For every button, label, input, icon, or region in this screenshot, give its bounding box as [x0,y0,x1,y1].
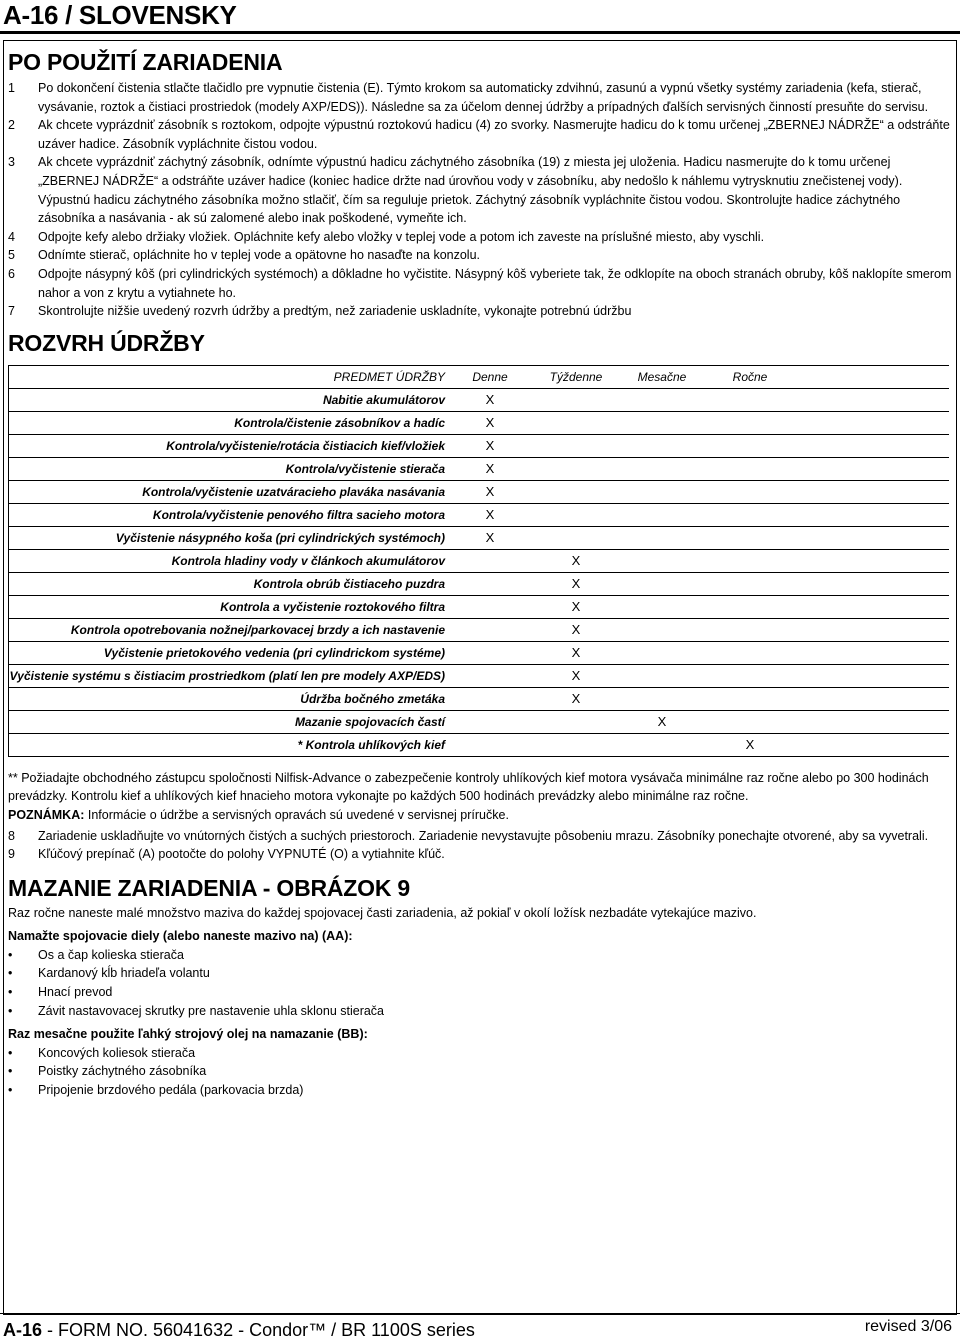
schedule-note: ** Požiadajte obchodného zástupcu spoločnosti Nilfisk-Advance o zabezpečenie kontroly uhlíkových kief motora vysávača minimálne raz ročne alebo po 300 hodinách prevádzky. Kontrolu kief a uhlíkových kief hnacieho motora vykonajte po každých 500 hodinách prevádzky alebo minimálne raz ročne. [8,770,929,804]
schedule-remark [8,806,952,825]
cell-monthly [619,504,705,527]
bullet-item [8,1044,952,1063]
table-row [9,435,949,458]
item-text: Odpojte kefy alebo držiaky vložiek. Opláchnite kefy alebo vložky v teplej vode a potom ich zaveste na príslušné miesto, aby vyschli. [38,229,765,244]
row-filler [795,527,949,550]
numbered-item [8,827,952,846]
cell-daily [447,619,533,642]
cell-daily [447,550,533,573]
bullet-text: Os a čap kolieska stierača [38,947,184,962]
row-filler [795,573,949,596]
table-row [9,550,949,573]
bullet-icon: • [8,966,13,981]
cell-yearly [705,527,795,550]
section-title-schedule: ROZVRH ÚDRŽBY [8,329,205,356]
cell-weekly: X [533,596,619,619]
header-yearly: Ročne [705,366,795,389]
row-item: Kontrola opotrebovania nožnej/parkovacej brzdy a ich nastavenie [9,619,447,642]
row-filler [795,711,949,734]
row-filler [795,619,949,642]
row-filler [795,665,949,688]
item-text: Ak chcete vyprázdniť záchytný zásobník, odnímte výpustnú hadicu záchytného zásobníka (19) z miesta jej uloženia. Hadicu nasmerujte do k tomu určenej „ZBERNEJ NÁDRŽE“ a odstráňte uzáver hadice (koniec hadice držte nad úrovňou vody v zásobníku, aby nedošlo k náhlemu vytrysknutiu znečistenej vody). Výpustnú hadicu záchytného zásobníka možno stlačiť, čím sa reguluje prietok. Záchytný zásobník vypláchnite čistou vodou. Skontrolujte hadice záchytného zásobníka a nasávania - ak sú zalomené alebo inak poškodené, vymeňte ich. [38,155,903,226]
row-item: Kontrola a vyčistenie roztokového filtra [9,596,447,619]
footer-page: A-16 [3,1320,43,1340]
table-row [9,412,949,435]
item-number: 9 [8,847,15,862]
cell-yearly [705,665,795,688]
cell-weekly [533,527,619,550]
header-weekly: Týždenne [533,366,619,389]
bullet-item [8,1081,952,1100]
cell-yearly [705,389,795,412]
item-number: 5 [8,248,15,263]
row-item: Údržba bočného zmetáka [9,688,447,711]
row-item: * Kontrola uhlíkových kief [9,734,447,757]
cell-weekly [533,504,619,527]
item-text: Odnímte stierač, opláchnite ho v teplej vode a opätovne ho nasaďte na konzolu. [38,248,480,263]
row-filler [795,596,949,619]
page-footer [0,1313,960,1342]
maintenance-schedule-table [8,365,949,757]
cell-yearly [705,642,795,665]
header-filler [795,366,949,389]
table-row [9,665,949,688]
cell-daily: X [447,481,533,504]
cell-yearly [705,573,795,596]
cell-weekly: X [533,573,619,596]
cell-yearly [705,412,795,435]
row-filler [795,688,949,711]
cell-weekly: X [533,619,619,642]
numbered-item [8,302,952,321]
item-number: 7 [8,304,15,319]
cell-monthly [619,389,705,412]
cell-weekly [533,734,619,757]
cell-yearly: X [705,734,795,757]
bullet-icon: • [8,947,13,962]
numbered-item [8,79,952,116]
item-number: 3 [8,155,15,170]
remark-text: Informácie o údržbe a servisných opravách sú uvedené v servisnej príručke. [87,807,509,822]
numbered-item [8,845,952,864]
bullet-icon: • [8,1064,13,1079]
cell-daily: X [447,412,533,435]
after-use-list [8,79,952,321]
cell-yearly [705,481,795,504]
row-item: Kontrola hladiny vody v článkoch akumulátorov [9,550,447,573]
row-item: Mazanie spojovacích častí [9,711,447,734]
bullet-text: Závit nastavovacej skrutky pre nastavenie uhla sklonu stierača [38,1003,385,1018]
cell-monthly [619,665,705,688]
cell-monthly [619,550,705,573]
cell-daily [447,596,533,619]
cell-yearly [705,458,795,481]
bullet-text: Pripojenie brzdového pedála (parkovacia brzda) [38,1083,304,1098]
cell-daily [447,734,533,757]
cell-yearly [705,596,795,619]
cell-monthly: X [619,711,705,734]
item-number: 6 [8,266,15,281]
row-item: Nabitie akumulátorov [9,389,447,412]
bullet-item [8,946,952,965]
table-row [9,458,949,481]
storage-list [8,827,952,864]
bb-title: Raz mesačne použite ľahký strojový olej na namazanie (BB): [8,1027,368,1042]
cell-monthly [619,734,705,757]
header-daily: Denne [447,366,533,389]
cell-daily [447,711,533,734]
cell-monthly [619,458,705,481]
item-text: Skontrolujte nižšie uvedený rozvrh údržby a predtým, než zariadenie uskladníte, vykonajte potrebnú údržbu [38,304,632,319]
remark-label: POZNÁMKA: [8,807,85,822]
aa-list [8,946,952,1020]
cell-yearly [705,504,795,527]
row-item: Vyčistenie prietokového vedenia (pri cylindrickom systéme) [9,642,447,665]
row-item: Kontrola/vyčistenie/rotácia čistiacich kief/vložiek [9,435,447,458]
cell-yearly [705,711,795,734]
table-row [9,596,949,619]
row-filler [795,412,949,435]
bullet-item [8,1062,952,1081]
cell-weekly [533,435,619,458]
item-number: 8 [8,828,15,843]
numbered-item [8,246,952,265]
row-item: Kontrola/vyčistenie penového filtra sacieho motora [9,504,447,527]
cell-weekly: X [533,550,619,573]
table-body [9,389,949,757]
row-filler [795,550,949,573]
cell-weekly [533,389,619,412]
row-filler [795,642,949,665]
item-text: Po dokončení čistenia stlačte tlačidlo pre vypnutie čistenia (E). Týmto krokom sa automaticky zdvihnú, zasunú a vypnú všetky systémy zariadenia (kefa, stierač, vysávanie, roztok a čistiaci prostriedok (modely AXP/EDS)). Následne sa za účelom dennej údržby a prípadných ďalších servisných činností presuňte do servisu. [38,81,929,114]
row-item: Vyčistenie systému s čistiacim prostriedkom (platí len pre modely AXP/EDS) [9,665,447,688]
cell-daily [447,573,533,596]
item-number: 1 [8,81,15,95]
table-header-row [9,366,949,389]
bullet-icon: • [8,1045,13,1060]
bullet-text: Hnací prevod [38,985,113,1000]
numbered-item [8,153,952,227]
footer-form [3,1320,475,1341]
item-text: Zariadenie uskladňujte vo vnútorných čistých a suchých priestoroch. Zariadenie nevystavujte pôsobeniu mrazu. Zásobníky ponechajte otvorené, aby sa vyvetrali. [38,828,929,843]
cell-yearly [705,688,795,711]
table-row [9,711,949,734]
bullet-icon: • [8,985,13,1000]
item-number: 4 [8,229,15,244]
row-item: Kontrola/vyčistenie uzatváracieho plaváka nasávania [9,481,447,504]
cell-weekly [533,481,619,504]
cell-daily: X [447,458,533,481]
cell-yearly [705,550,795,573]
cell-monthly [619,573,705,596]
lubrication-intro: Raz ročne naneste malé množstvo maziva do každej spojovacej časti zariadenia, až pokiaľ v okolí ložísk nezbadáte vytekajúce mazivo. [8,905,757,920]
row-item: Kontrola/čistenie zásobníkov a hadíc [9,412,447,435]
bullet-item [8,983,952,1002]
table-row [9,573,949,596]
header-monthly: Mesačne [619,366,705,389]
cell-daily: X [447,389,533,412]
row-filler [795,458,949,481]
cell-monthly [619,596,705,619]
bullet-text: Poistky záchytného zásobníka [38,1064,207,1079]
row-filler [795,435,949,458]
row-filler [795,734,949,757]
row-item: Vyčistenie násypného koša (pri cylindrických systémoch) [9,527,447,550]
page-title: A-16 / SLOVENSKY [3,0,237,30]
item-text: Kľúčový prepínač (A) pootočte do polohy VYPNUTÉ (O) a vytiahnite kľúč. [38,847,445,862]
cell-yearly [705,435,795,458]
table-row [9,688,949,711]
bullet-icon: • [8,1003,13,1018]
cell-monthly [619,527,705,550]
cell-yearly [705,619,795,642]
cell-monthly [619,435,705,458]
cell-monthly [619,481,705,504]
cell-weekly [533,412,619,435]
row-item: Kontrola obrúb čistiaceho puzdra [9,573,447,596]
item-text: Ak chcete vyprázdniť zásobník s roztokom, odpojte výpustnú roztokovú hadicu (4) zo svorky. Nasmerujte hadicu do k tomu určenej „ZBERNEJ NÁDRŽE“ a odstráňte uzáver hadice. Zásobník vypláchnite čistou vodou. [38,118,950,151]
row-item: Kontrola/vyčistenie stierača [9,458,447,481]
cell-monthly [619,688,705,711]
item-text: Odpojte násypný kôš (pri cylindrických systémoch) a dôkladne ho vyčistite. Násypný kôš vyberiete tak, že odklopíte na oboch stranách obruby, kôš naklopíte smerom nahor a von z krytu a vytiahnete ho. [38,266,952,300]
cell-monthly [619,642,705,665]
cell-daily: X [447,504,533,527]
bb-list [8,1044,952,1100]
section-title-after-use: PO POUŽITÍ ZARIADENIA [8,49,283,75]
item-number: 2 [8,118,15,133]
content [8,48,952,1100]
section-title-lubrication: MAZANIE ZARIADENIA - OBRÁZOK 9 [8,874,411,901]
footer-form-text: - FORM NO. 56041632 - Condor™ / BR 1100S series [42,1320,475,1340]
aa-title: Namažte spojovacie diely (alebo naneste mazivo na) (AA): [8,929,353,944]
bullet-text: Kardanový kĺb hriadeľa volantu [38,966,210,981]
cell-weekly [533,458,619,481]
cell-daily [447,665,533,688]
cell-monthly [619,412,705,435]
row-filler [795,481,949,504]
cell-weekly: X [533,688,619,711]
bullet-text: Koncových koliesok stierača [38,1045,196,1060]
table-row [9,504,949,527]
numbered-item [8,265,952,302]
cell-weekly: X [533,665,619,688]
table-row [9,619,949,642]
cell-weekly [533,711,619,734]
table-row [9,389,949,412]
cell-daily [447,642,533,665]
bullet-item [8,1002,952,1021]
row-filler [795,504,949,527]
header-item: PREDMET ÚDRŽBY [9,366,447,389]
bullet-icon: • [8,1083,13,1098]
table-row [9,481,949,504]
bullet-item [8,964,952,983]
row-filler [795,389,949,412]
page-header [0,0,960,34]
table-row [9,527,949,550]
cell-daily [447,688,533,711]
cell-monthly [619,619,705,642]
cell-weekly: X [533,642,619,665]
cell-daily: X [447,435,533,458]
numbered-item [8,116,952,153]
numbered-item [8,228,952,247]
footer-revised: revised 3/06 [864,1318,952,1335]
table-row [9,734,949,757]
table-row [9,642,949,665]
cell-daily: X [447,527,533,550]
